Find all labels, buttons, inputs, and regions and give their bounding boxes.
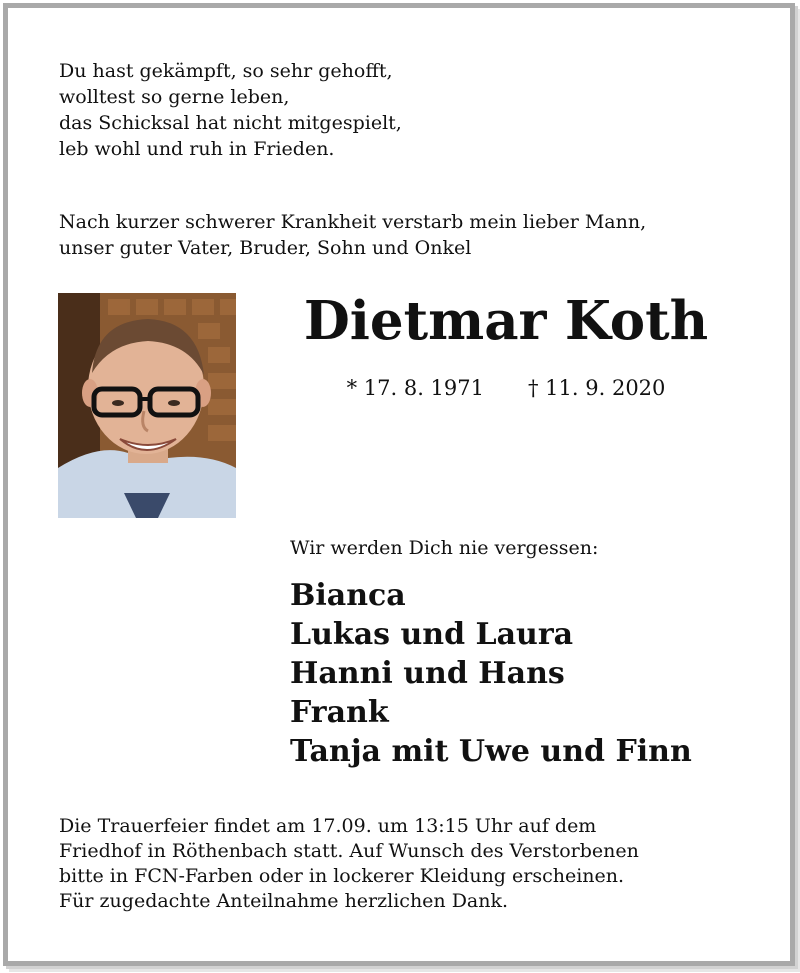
life-dates bbox=[236, 373, 776, 403]
portrait-photo bbox=[58, 293, 236, 518]
deceased-name: Dietmar Koth bbox=[303, 290, 709, 352]
mourner-name: Lukas und Laura bbox=[290, 617, 574, 652]
mourner-name: Frank bbox=[290, 695, 389, 730]
mourners-list bbox=[290, 576, 692, 771]
birth-date: * 17. 8. 1971 bbox=[346, 376, 484, 400]
funeral-notice: Die Trauerfeier findet am 17.09. um 13:15 Uhr auf dem Friedhof in Röthenbach statt. Auf Wunsch des Verstorbenen bitte in FCN-Farben oder in lockerer Kleidung erscheinen. Für zugedachte Anteilnahme herzlichen Dank. bbox=[59, 815, 639, 912]
mourner-name: Hanni und Hans bbox=[290, 656, 565, 691]
mourner-name: Tanja mit Uwe und Finn bbox=[290, 734, 692, 769]
memorial-poem: Du hast gekämpft, so sehr gehofft, wolltest so gerne leben, das Schicksal hat nicht mitgespielt, leb wohl und ruh in Frieden. bbox=[59, 60, 402, 160]
death-date: † 11. 9. 2020 bbox=[528, 376, 666, 400]
remembrance-line: Wir werden Dich nie vergessen: bbox=[290, 537, 599, 559]
death-announcement: Nach kurzer schwerer Krankheit verstarb mein lieber Mann, unser guter Vater, Bruder, Sohn und Onkel bbox=[59, 211, 647, 259]
mourner-name: Bianca bbox=[290, 578, 406, 613]
